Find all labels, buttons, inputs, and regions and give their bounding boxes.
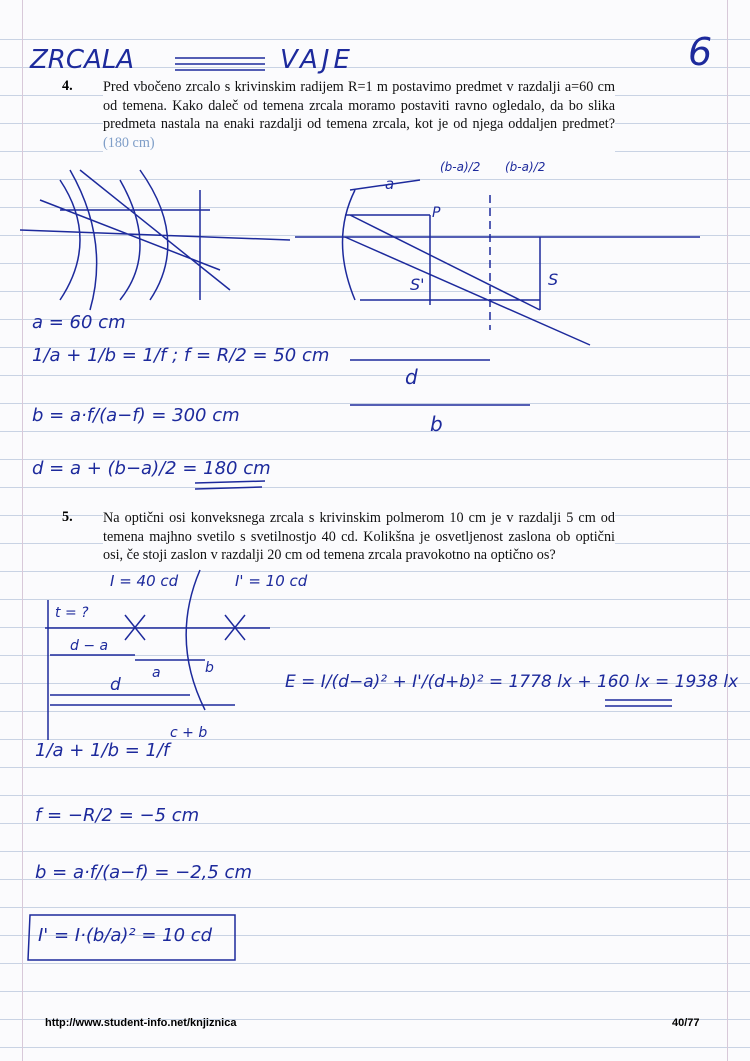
label-intensity-prime: I' = 10 cd xyxy=(235,572,308,590)
title-left: ZRCALA xyxy=(30,45,135,75)
calc-line: f = −R/2 = −5 cm xyxy=(35,805,200,826)
calc-line: 1/a + 1/b = 1/f xyxy=(35,740,170,761)
problem-5-text xyxy=(103,509,615,565)
label-p: P xyxy=(432,205,441,221)
problem-answer: (180 cm) xyxy=(103,134,155,151)
problem-number: 4. xyxy=(62,78,73,94)
label-t: t = ? xyxy=(55,605,89,621)
label-intensity: I = 40 cd xyxy=(110,572,179,590)
footer-url[interactable]: http://www.student-info.net/knjiznica xyxy=(45,1017,237,1029)
problem-4-text xyxy=(103,78,615,152)
label-a: a xyxy=(152,665,161,681)
calc-line: I' = I·(b/a)² = 10 cd xyxy=(38,925,213,946)
problem-text: Na optični osi konveksnega zrcala s krivinskim polmerom 10 cm je v razdalji 5 cm od temena majhno svetilo s svetilnostjo 40 cd. Kolikšna je osvetljenost zaslona ob optični osi, če stoji zaslon v razdalji 20 cm od temena zrcala pravokotno na optično os? xyxy=(103,510,615,563)
calc-line: 1/a + 1/b = 1/f ; f = R/2 = 50 cm xyxy=(32,345,330,366)
scribbled-diagram xyxy=(20,170,290,310)
page-mark: 6 xyxy=(688,30,713,74)
concave-mirror xyxy=(343,190,356,300)
calc-line: a = 60 cm xyxy=(32,312,126,333)
footer-page-number: 40/77 xyxy=(672,1017,700,1029)
title-right: VAJE xyxy=(280,45,354,75)
label-half-diff: (b-a)/2 xyxy=(440,160,481,174)
label-b: b xyxy=(205,660,214,676)
label-c-plus-b: c + b xyxy=(170,725,208,741)
label-s-prime: S' xyxy=(410,275,425,294)
label-d: d xyxy=(110,675,121,695)
calc-line: b = a·f/(a−f) = −2,5 cm xyxy=(35,862,252,883)
convex-mirror xyxy=(186,570,205,710)
answer-underline xyxy=(195,481,265,489)
answer-underline xyxy=(605,700,672,706)
label-s: S xyxy=(548,270,559,289)
label-half-diff: (b-a)/2 xyxy=(505,160,546,174)
label-d-minus-a: d − a xyxy=(70,638,109,654)
problem-text: Pred vbočeno zrcalo s krivinskim radijem R=1 m postavimo predmet v razdalji a=60 cm od temena. Kako daleč od temena zrcala moramo postaviti ravno ogledalo, da bo slika predmeta nastala na enaki razdalji od temena zrcala, kot je od njega oddaljen predmet? xyxy=(103,79,615,132)
label-b: b xyxy=(430,412,443,436)
label-a: a xyxy=(385,175,395,193)
calc-line: b = a·f/(a−f) = 300 cm xyxy=(32,405,240,426)
calc-line: d = a + (b−a)/2 = 180 cm xyxy=(32,458,271,479)
calc-line: E = I/(d−a)² + I'/(d+b)² = 1778 lx + 160 lx = 1938 lx xyxy=(285,672,739,692)
strikethrough xyxy=(175,58,265,70)
problem-number: 5. xyxy=(62,509,73,525)
label-d: d xyxy=(405,365,418,389)
